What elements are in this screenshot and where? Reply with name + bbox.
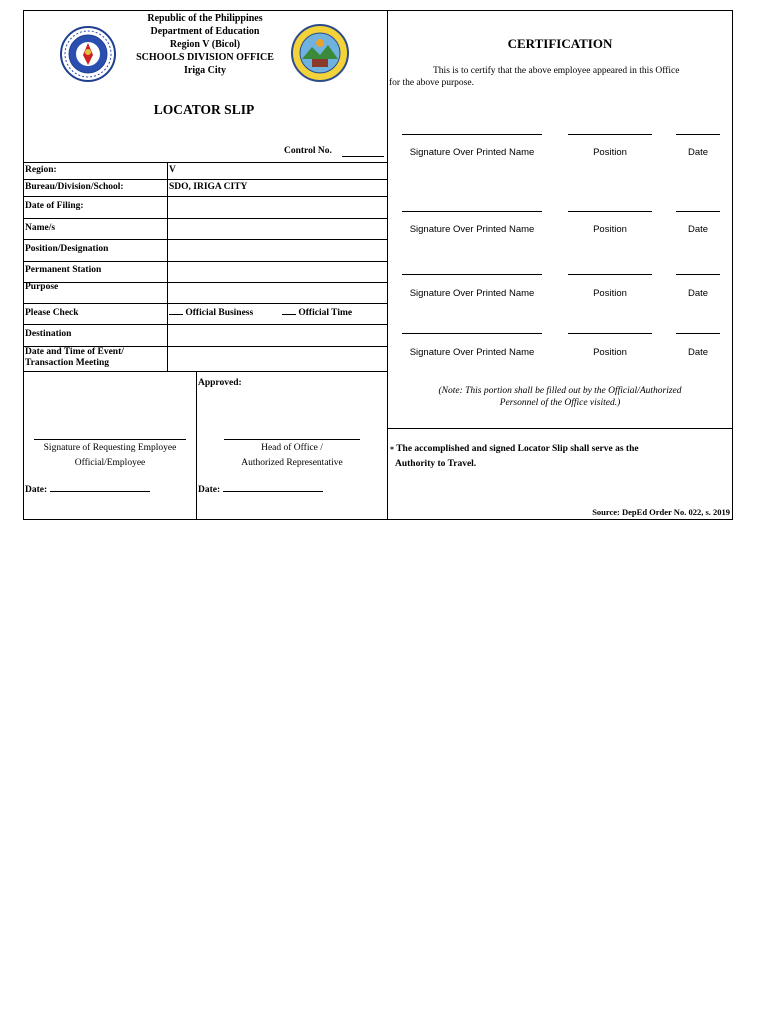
head-date-line xyxy=(223,491,323,492)
row-value-destination[interactable] xyxy=(169,329,384,343)
agency-header xyxy=(120,12,290,77)
cert-signature-caption-1: Signature Over Printed Name xyxy=(409,147,535,158)
check-label-official-business: Official Business xyxy=(185,308,254,318)
checkbox-blank-line xyxy=(169,314,183,315)
row-value-event-datetime[interactable] xyxy=(169,351,384,367)
head-caption-line-1: Head of Office / xyxy=(261,443,323,453)
header-line-5: Iriga City xyxy=(184,65,226,76)
cert-date-line-2[interactable] xyxy=(676,211,720,212)
row-label-purpose: Purpose xyxy=(25,282,59,292)
control-number-label: Control No. xyxy=(284,146,332,156)
cert-signature-line-1[interactable] xyxy=(402,134,542,135)
check-official-time[interactable] xyxy=(282,308,352,319)
cert-position-line-1[interactable] xyxy=(568,134,652,135)
deped-seal-icon xyxy=(59,25,117,83)
cert-date-caption-1: Date xyxy=(687,147,709,158)
row-label-destination: Destination xyxy=(25,329,72,339)
row-label-event-line-2: Transaction Meeting xyxy=(25,358,109,368)
row-label-position: Position/Designation xyxy=(25,244,109,254)
row-label-names: Name/s xyxy=(25,223,56,233)
employee-date-field[interactable] xyxy=(25,485,150,496)
row-value-bureau[interactable]: SDO, IRIGA CITY xyxy=(169,182,248,192)
cert-date-line-3[interactable] xyxy=(676,274,720,275)
employee-signature-line[interactable] xyxy=(34,439,186,440)
row-label-region: Region: xyxy=(25,165,57,175)
cert-position-caption-4: Position xyxy=(593,347,627,358)
row-value-names[interactable] xyxy=(169,223,384,237)
iriga-city-seal-icon xyxy=(290,23,350,83)
cert-date-caption-4: Date xyxy=(687,347,709,358)
cert-signature-caption-3: Signature Over Printed Name xyxy=(409,288,535,299)
row-label-event-line-1: Date and Time of Event/ xyxy=(25,347,124,357)
cert-position-line-3[interactable] xyxy=(568,274,652,275)
row-label-event-datetime xyxy=(25,347,124,369)
cert-date-caption-3: Date xyxy=(687,288,709,299)
employee-caption-line-2: Official/Employee xyxy=(74,458,146,468)
certification-text-line-1: This is to certify that the above employee appeared in this Office xyxy=(433,66,680,76)
cert-signature-line-4[interactable] xyxy=(402,333,542,334)
cert-position-caption-3: Position xyxy=(593,288,627,299)
certification-title: CERTIFICATION xyxy=(507,36,613,51)
control-number-field[interactable] xyxy=(342,156,384,157)
cert-signature-caption-4: Signature Over Printed Name xyxy=(409,347,535,358)
check-official-business[interactable] xyxy=(169,308,253,319)
authority-note-line-1 xyxy=(390,442,730,457)
authority-note-text-1: The accomplished and signed Locator Slip shall serve as the xyxy=(396,444,639,454)
cert-signature-line-2[interactable] xyxy=(402,211,542,212)
authority-note-text-2: Authority to Travel. xyxy=(395,459,477,469)
authority-note xyxy=(390,442,730,472)
certification-note-line-2: Personnel of the Office visited.) xyxy=(499,398,621,408)
asterisk-icon: * xyxy=(390,445,394,454)
cert-position-caption-2: Position xyxy=(593,224,627,235)
row-value-position[interactable] xyxy=(169,244,384,258)
form-title: LOCATOR SLIP xyxy=(153,102,255,117)
head-signature-line[interactable] xyxy=(224,439,360,440)
employee-caption-line-1: Signature of Requesting Employee xyxy=(43,443,177,453)
certification-note-line-1: (Note: This portion shall be filled out by the Official/Authorized xyxy=(438,386,682,396)
head-caption-line-2: Authorized Representative xyxy=(241,458,343,468)
row-value-purpose[interactable] xyxy=(169,285,384,299)
cert-signature-line-3[interactable] xyxy=(402,274,542,275)
head-date-field[interactable] xyxy=(198,485,323,496)
cert-position-line-4[interactable] xyxy=(568,333,652,334)
header-line-1: Republic of the Philippines xyxy=(147,13,263,24)
header-line-2: Department of Education xyxy=(150,26,260,37)
row-value-date-of-filing[interactable] xyxy=(169,201,384,215)
certification-text-line-2: for the above purpose. xyxy=(389,78,474,88)
cert-date-caption-2: Date xyxy=(687,224,709,235)
employee-date-line xyxy=(50,491,150,492)
cert-date-line-1[interactable] xyxy=(676,134,720,135)
head-signature-caption xyxy=(197,443,387,469)
header-line-3: Region V (Bicol) xyxy=(169,39,241,50)
cert-signature-caption-2: Signature Over Printed Name xyxy=(409,224,535,235)
certification-text xyxy=(389,65,733,89)
row-label-bureau: Bureau/Division/School: xyxy=(25,182,124,192)
row-label-date-of-filing: Date of Filing: xyxy=(25,201,84,211)
certification-note xyxy=(388,385,732,409)
cert-date-line-4[interactable] xyxy=(676,333,720,334)
cert-position-line-2[interactable] xyxy=(568,211,652,212)
control-number xyxy=(284,146,387,157)
row-label-please-check: Please Check xyxy=(25,308,79,318)
header-line-4: SCHOOLS DIVISION OFFICE xyxy=(136,52,274,63)
row-label-permanent-station: Permanent Station xyxy=(25,265,102,275)
row-value-region[interactable]: V xyxy=(169,165,176,175)
check-label-official-time: Official Time xyxy=(298,308,353,318)
source-citation: Source: DepEd Order No. 022, s. 2019 xyxy=(592,507,730,517)
checkbox-blank-line xyxy=(282,314,296,315)
row-value-permanent-station[interactable] xyxy=(169,265,384,279)
employee-date-label: Date: xyxy=(25,485,48,495)
locator-slip-form xyxy=(23,10,733,520)
cert-position-caption-1: Position xyxy=(593,147,627,158)
employee-signature-caption xyxy=(24,443,196,469)
approved-label: Approved: xyxy=(198,378,242,388)
head-date-label: Date: xyxy=(198,485,221,495)
